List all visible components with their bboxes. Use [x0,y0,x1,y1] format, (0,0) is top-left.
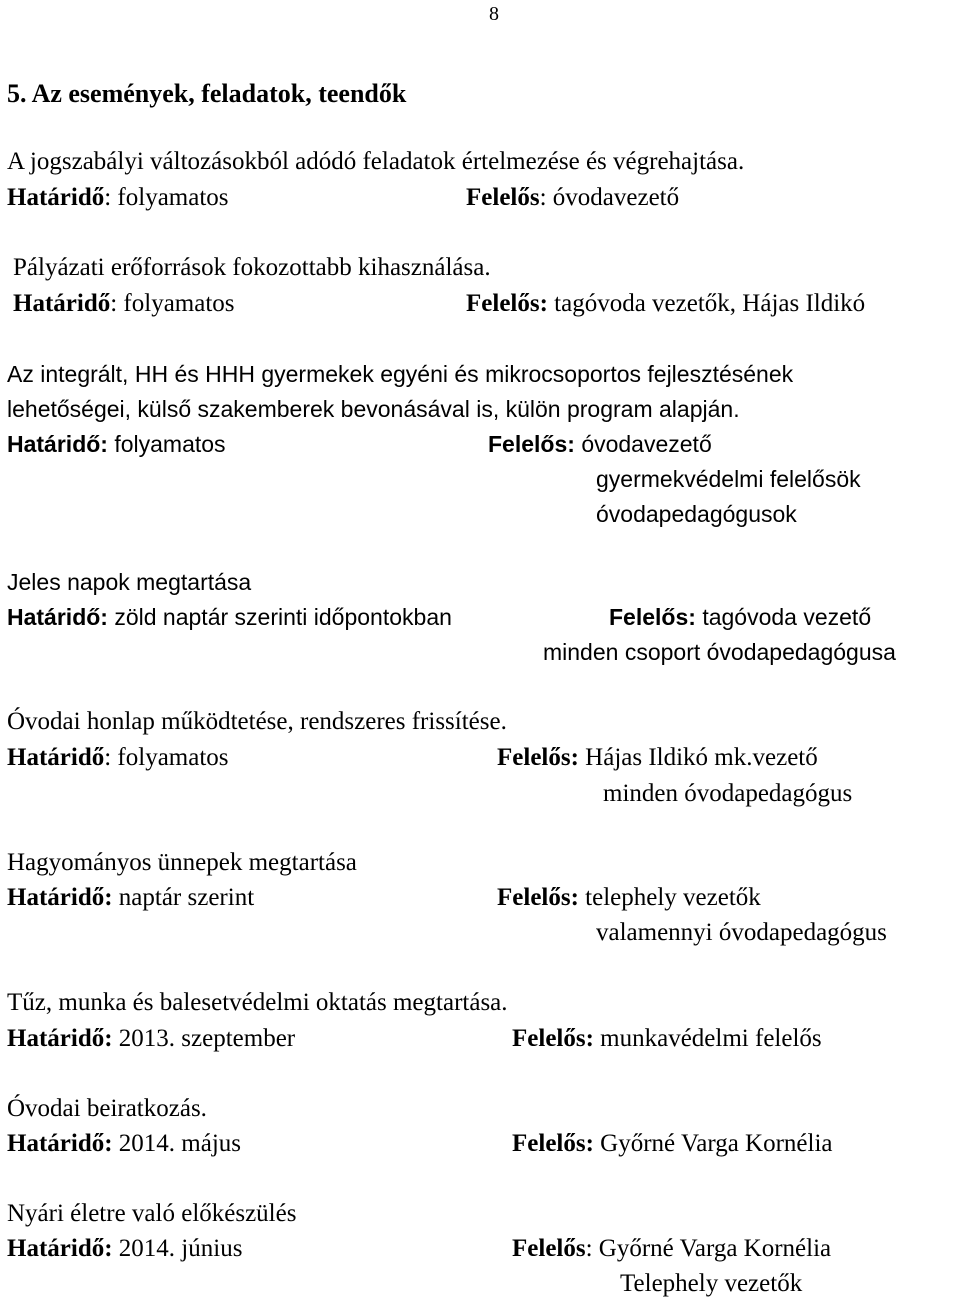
task-text: Óvodai honlap működtetése, rendszeres frissítése. [7,708,507,735]
responsible-label: Felelős [466,184,540,211]
responsible-row [466,291,865,316]
task-text-line: lehetőségei, külső szakemberek bevonásával is, külön program alapján. [7,396,740,422]
responsible-row [512,1026,822,1051]
responsible-row: Felelős: Győrné Varga Kornélia [512,1235,832,1262]
responsible-row [497,745,818,770]
responsible-value: Telephely vezetők [620,1270,803,1297]
task-text-line: Az integrált, HH és HHH gyermekek egyéni és mikrocsoportos fejlesztésének [7,361,794,387]
task-text: Jeles napok megtartása [7,569,252,595]
responsible-value: tagóvoda vezetők, Hájas Ildikó [554,290,866,317]
deadline-value: folyamatos [123,290,235,317]
responsible-label: Felelős [512,1235,586,1262]
deadline-value: folyamatos [114,431,226,457]
responsible-value: óvodavezető [552,184,680,211]
responsible-row [609,606,871,629]
responsible-row [497,885,761,910]
responsible-value: valamennyi óvodapedagógus [596,919,887,946]
deadline-label: Határidő: [7,1235,113,1262]
task-text: Hagyományos ünnepek megtartása [7,849,357,876]
deadline-row: Határidő: folyamatos [13,290,235,317]
deadline-row [7,606,452,629]
responsible-row [512,1131,833,1156]
deadline-value: folyamatos [117,744,229,771]
responsible-row [488,433,712,456]
deadline-row [7,1131,241,1156]
responsible-label: Felelős: [466,290,548,317]
deadline-row [7,433,226,456]
task-text: Tűz, munka és balesetvédelmi oktatás megtartása. [7,989,508,1016]
responsible-label: Felelős: [512,1025,594,1052]
task-text: A jogszabályi változásokból adódó feladatok értelmezése és végrehajtása. [7,148,745,175]
deadline-label: Határidő: [7,1130,113,1157]
responsible-value: gyermekvédelmi felelősök [596,466,861,492]
responsible-value: minden csoport óvodapedagógusa [543,639,896,665]
responsible-value: tagóvoda vezető [702,604,872,630]
deadline-label: Határidő: [7,431,108,457]
deadline-label: Határidő [7,184,105,211]
responsible-label: Felelős: [497,884,579,911]
responsible-row: Felelős: óvodavezető [466,184,680,211]
deadline-label: Határidő: [7,884,113,911]
deadline-value: 2013. szeptember [118,1025,296,1052]
task-text: Nyári életre való előkészülés [7,1200,297,1227]
deadline-label: Határidő: [7,604,108,630]
section-heading: 5. Az események, feladatok, teendők [7,79,407,108]
deadline-row [7,1026,295,1051]
deadline-value: 2014. június [118,1235,243,1262]
deadline-row [7,1236,242,1261]
responsible-value: Hájas Ildikó mk.vezető [585,744,818,771]
responsible-value: munkavédelmi felelős [600,1025,822,1052]
responsible-value: óvodapedagógusok [596,501,797,527]
page-number: 8 [489,3,499,25]
task-text: Pályázati erőforrások fokozottabb kihasználása. [13,254,491,281]
deadline-label: Határidő [13,290,111,317]
responsible-value: óvodavezető [581,431,712,457]
responsible-value: Győrné Varga Kornélia [600,1130,833,1157]
deadline-row: Határidő: folyamatos [7,184,229,211]
responsible-value: Győrné Varga Kornélia [598,1235,832,1262]
deadline-row [7,885,254,910]
deadline-label: Határidő [7,744,105,771]
deadline-value: 2014. május [118,1130,242,1157]
deadline-value: zöld naptár szerinti időpontokban [114,604,452,630]
responsible-label: Felelős: [488,431,575,457]
responsible-value: minden óvodapedagógus [603,780,853,807]
deadline-value: folyamatos [117,184,229,211]
deadline-row: Határidő: folyamatos [7,744,229,771]
responsible-value: telephely vezetők [585,884,761,911]
deadline-label: Határidő: [7,1025,113,1052]
task-text: Óvodai beiratkozás. [7,1095,207,1122]
responsible-label: Felelős: [609,604,696,630]
responsible-label: Felelős: [512,1130,594,1157]
deadline-value: naptár szerint [118,884,255,911]
responsible-label: Felelős: [497,744,579,771]
